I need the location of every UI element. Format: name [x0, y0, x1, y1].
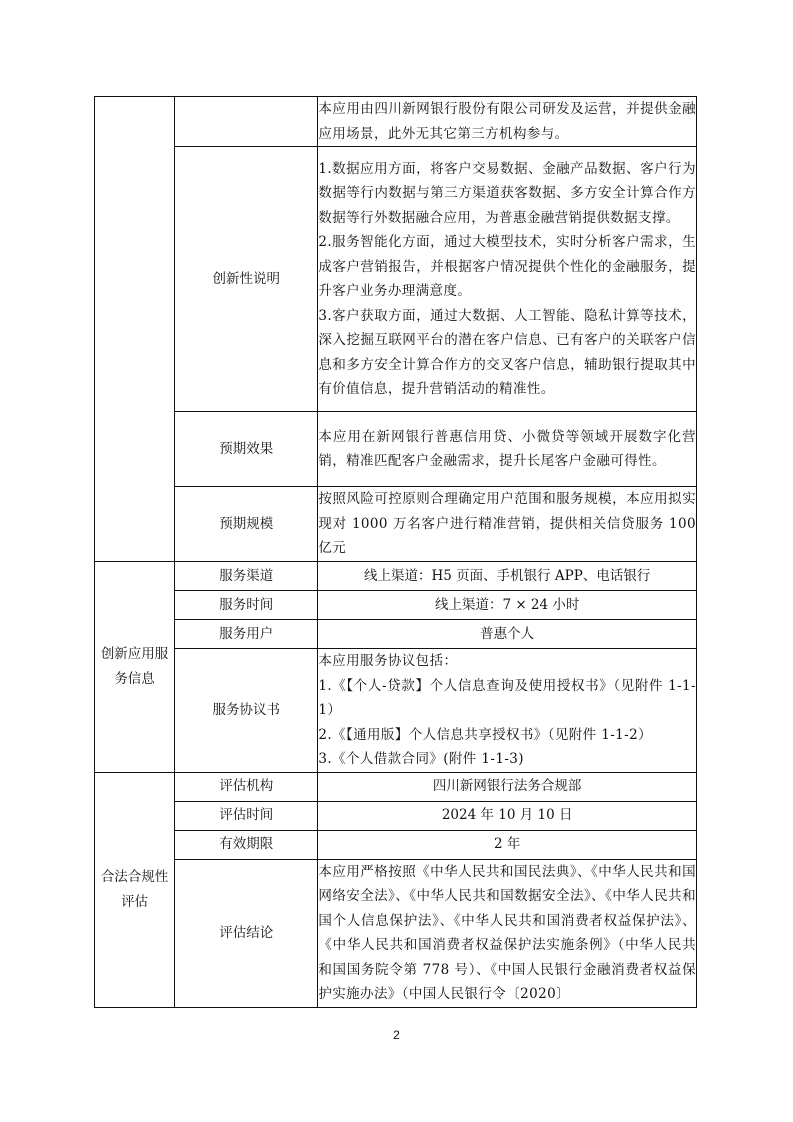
section-label-empty — [95, 97, 175, 562]
table-row — [95, 830, 697, 859]
table-row — [95, 649, 697, 773]
operator-description: 本应用由四川新网银行股份有限公司研发及运营，并提供金融应用场景，此外无其它第三方机构参与。 — [318, 97, 697, 147]
table-row — [95, 487, 697, 562]
table-row — [95, 620, 697, 649]
table-row — [95, 147, 697, 412]
table-row — [95, 772, 697, 801]
legal-section-label: 合法合规性评估 — [95, 772, 175, 1007]
document-table — [94, 96, 697, 1008]
conclusion-label: 评估结论 — [175, 859, 318, 1007]
agreement-item-3: 3.《个人借款合同》(附件 1-1-3) — [318, 751, 524, 767]
scale-label: 预期规模 — [175, 487, 318, 562]
effect-content: 本应用在新网银行普惠信用贷、小微贷等领域开展数字化营销，精准匹配客户金融需求，提升长尾客户金融可得性。 — [318, 412, 697, 487]
channel-value: 线上渠道：H5 页面、手机银行 APP、电话银行 — [318, 562, 697, 591]
table-row — [95, 859, 697, 1007]
agreement-label: 服务协议书 — [175, 649, 318, 773]
eval-org-value: 四川新网银行法务合规部 — [318, 772, 697, 801]
eval-org-label: 评估机构 — [175, 772, 318, 801]
page-number: 2 — [393, 1028, 400, 1042]
table-row — [95, 412, 697, 487]
service-section-label: 创新应用服务信息 — [95, 562, 175, 773]
service-time-label: 服务时间 — [175, 591, 318, 620]
table-row — [95, 801, 697, 830]
conclusion-content: 本应用严格按照《中华人民共和国民法典》、《中华人民共和国网络安全法》、《中华人民共和国数据安全法》、《中华人民共和国个人信息保护法》、《中华人民共和国消费者权益保护法》、《中华人民共和国消费者权益保护法实施条例》（中华人民共和国国务院令第 778 号）、《中国人民银行金融消费者权益保护实施办法》（中国人民银行令〔2020〕 — [318, 859, 697, 1007]
channel-label: 服务渠道 — [175, 562, 318, 591]
scale-content: 按照风险可控原则合理确定用户范围和服务规模，本应用拟实现对 1000 万名客户进行精准营销，提供相关信贷服务 100 亿元 — [318, 487, 697, 562]
validity-label: 有效期限 — [175, 830, 318, 859]
agreement-item-1: 1.《【个人-贷款】个人信息查询及使用授权书》（见附件 1-1-1） — [318, 677, 696, 718]
table-row — [95, 591, 697, 620]
agreement-item-2: 2.《【通用版】个人信息共享授权书》（见附件 1-1-2） — [318, 726, 653, 743]
innovation-paragraph-1: 1.数据应用方面，将客户交易数据、金融产品数据、客户行为数据等行内数据与第三方渠道获客数据、多方安全计算合作方数据等行外数据融合应用，为普惠金融营销提供数据支撑。 — [318, 160, 696, 226]
agreement-intro: 本应用服务协议包括： — [318, 653, 458, 669]
service-users-value: 普惠个人 — [318, 620, 697, 649]
eval-time-label: 评估时间 — [175, 801, 318, 830]
service-users-label: 服务用户 — [175, 620, 318, 649]
innovation-paragraph-2: 2.服务智能化方面，通过大模型技术，实时分析客户需求，生成客户营销报告，并根据客户情况提供个性化的金融服务，提升客户业务办理满意度。 — [318, 234, 696, 299]
table-row — [95, 97, 697, 147]
validity-value: 2 年 — [318, 830, 697, 859]
innovation-content — [318, 147, 697, 412]
agreement-content — [318, 649, 697, 773]
effect-label: 预期效果 — [175, 412, 318, 487]
service-time-value: 线上渠道：7 × 24 小时 — [318, 591, 697, 620]
row-label-empty — [175, 97, 318, 147]
eval-time-value: 2024 年 10 月 10 日 — [318, 801, 697, 830]
innovation-paragraph-3: 3.客户获取方面，通过大数据、人工智能、隐私计算等技术，深入挖掘互联网平台的潜在客户信息、已有客户的关联客户信息和多方安全计算合作方的交叉客户信息，辅助银行提取其中有价值信息，提升营销活动的精准性。 — [318, 307, 696, 397]
innovation-label: 创新性说明 — [175, 147, 318, 412]
table-row — [95, 562, 697, 591]
